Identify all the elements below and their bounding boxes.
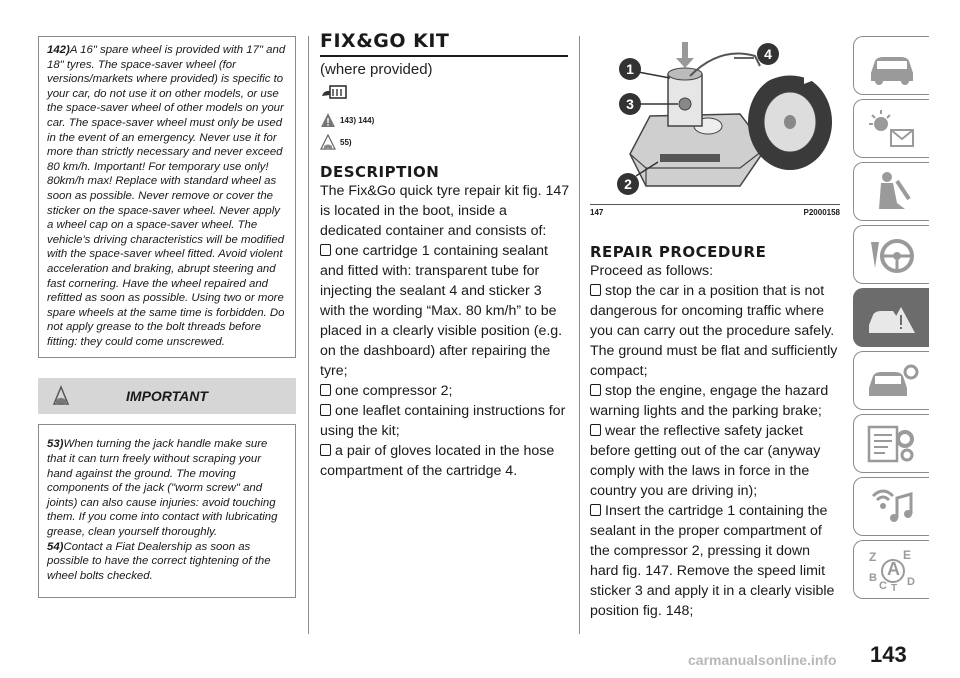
car-icon <box>863 43 921 89</box>
index-icon <box>863 547 921 593</box>
middle-column <box>320 30 570 481</box>
figure-number: 147 <box>590 208 604 217</box>
figure-code: P2000158 <box>803 208 840 217</box>
caution-references <box>320 133 570 151</box>
svg-text:C: C <box>878 579 887 592</box>
list-item: Insert the cartridge 1 containing the sealant in the proper compartment of the compressor 2, pressing it down hard fig. 147. Remove the speed limit sticker 3 and apply it in a clearly visible position fig. 148; <box>590 501 840 621</box>
description-body <box>320 181 570 481</box>
list-item: one cartridge 1 containing sealant and fitted with: transparent tube for injecting the sealant 4 and sticker 3 with the wording “Max. 80 km/h” to be placed in a clearly visible position (e.g. on the dashboard) after repairing the tyre; <box>320 241 570 381</box>
svg-text:A: A <box>886 558 900 579</box>
tab-specifications-gear-icon[interactable] <box>853 414 929 473</box>
fix-and-go-kit-illustration <box>590 36 840 204</box>
dashboard-lights-icon <box>863 106 921 152</box>
list-item: one leaflet containing instructions for using the kit; <box>320 401 570 441</box>
tab-index-icon[interactable] <box>853 540 929 599</box>
important-notes-box <box>38 424 296 598</box>
section-title: FIX&GO KIT <box>320 30 568 57</box>
note-text: When turning the jack handle make sure that it can turn freely without scraping your hand against the ground. The moving components of the jack ("worm screw" and joints) can also cause injuries: avoid touching them. If you come into contact with lubricating grease, clean yourself thoroughly. <box>47 438 278 539</box>
warning-triangle-icon <box>320 112 336 128</box>
figure-caption <box>590 204 840 217</box>
section-subtitle: (where provided) <box>320 61 433 78</box>
seat-airbag-icon <box>863 169 921 215</box>
svg-text:2: 2 <box>624 176 632 192</box>
car-service-icon <box>863 358 921 404</box>
important-note-54 <box>47 540 287 584</box>
warning-text: A 16" spare wheel is provided with 17" and 18" tyres. The space-saver wheel (for versions/markets where provided) is specific to your car, do not use it on other models, or use the space-saver wheel of other models on your car. The space-saver wheel must only be used in the event of an emergency. Never use it for more than strictly necessary and never exceed 80 km/h. Important! For temporary use only! 80km/h max! Replace with standard wheel as soon as possible. Never remove or cover the sticker on the space-saver wheel. Never apply a wheel cap on a space-saver wheel. The vehicle's driving characteristics will be modified with the space-saver wheel fitted. Avoid violent acceleration and braking, abrupt steering and fast cornering. Have the wheel repaired and refitted as soon as possible. Using two or more spare wheels at the same time is forbidden. Do not apply grease to the bolt threads before fitting: they could come unscrewed. <box>47 44 286 348</box>
svg-text:1: 1 <box>626 61 634 77</box>
tab-dashboard-lights-icon[interactable] <box>853 99 929 158</box>
multimedia-icon <box>863 484 921 530</box>
left-column <box>38 36 296 598</box>
tab-steering-wheel-icon[interactable] <box>853 225 929 284</box>
specifications-gear-icon <box>863 421 921 467</box>
svg-text:4: 4 <box>764 46 772 62</box>
callout-1 <box>619 58 641 80</box>
svg-text:B: B <box>868 571 877 584</box>
tab-car-icon[interactable] <box>853 36 929 95</box>
caution-refs: 55) <box>340 137 352 147</box>
important-header <box>38 378 296 414</box>
warning-note <box>47 43 287 349</box>
callout-2 <box>617 173 639 195</box>
tab-seat-airbag-icon[interactable] <box>853 162 929 221</box>
list-item: stop the engine, engage the hazard warning lights and the parking brake; <box>590 381 840 421</box>
list-item: one compressor 2; <box>320 381 570 401</box>
watermark: carmanualsonline.info <box>688 652 837 668</box>
important-title: IMPORTANT <box>126 388 208 405</box>
repair-procedure-heading: REPAIR PROCEDURE <box>590 243 767 261</box>
warning-ref: 142) <box>47 44 70 56</box>
procedure-intro: Proceed as follows: <box>590 263 714 279</box>
svg-text:E: E <box>902 547 911 562</box>
list-item: stop the car in a position that is not dangerous for oncoming traffic where you can carry out the procedure safely. The ground must be flat and sufficiently compact; <box>590 281 840 381</box>
repair-kit-icon <box>320 82 352 102</box>
warning-refs: 143) 144) <box>340 115 375 125</box>
svg-text:D: D <box>906 575 915 588</box>
repair-procedure-body <box>590 261 840 621</box>
tab-breakdown-warning-icon[interactable] <box>853 288 929 347</box>
callout-4 <box>757 43 779 65</box>
svg-text:Z: Z <box>868 549 876 564</box>
chapter-tabs <box>853 36 929 603</box>
right-column <box>590 36 840 621</box>
description-heading: DESCRIPTION <box>320 163 440 181</box>
callout-3 <box>619 93 641 115</box>
tab-multimedia-icon[interactable] <box>853 477 929 536</box>
note-text: Contact a Fiat Dealership as soon as possible to have the correct tightening of the wheel bolts checked. <box>47 540 271 582</box>
breakdown-warning-icon <box>863 295 921 341</box>
svg-text:T: T <box>890 582 897 593</box>
caution-book-icon <box>320 134 336 150</box>
list-item: a pair of gloves located in the hose compartment of the cartridge 4. <box>320 441 570 481</box>
warning-note-box <box>38 36 296 358</box>
important-note-53 <box>47 437 287 539</box>
steering-wheel-icon <box>863 232 921 278</box>
tab-car-service-icon[interactable] <box>853 351 929 410</box>
note-ref: 54) <box>47 540 64 553</box>
list-item: wear the reflective safety jacket before getting out of the car (anyway comply with the laws in force in the country you are driving in); <box>590 421 840 501</box>
warning-references <box>320 111 570 129</box>
column-divider <box>308 36 309 634</box>
page-number: 143 <box>870 642 907 667</box>
svg-text:3: 3 <box>626 96 634 112</box>
description-intro: The Fix&Go quick tyre repair kit fig. 147 is located in the boot, inside a dedicated container and consists of: <box>320 183 570 239</box>
note-ref: 53) <box>47 438 64 451</box>
kit-drawing <box>590 36 840 204</box>
column-divider <box>579 36 580 634</box>
